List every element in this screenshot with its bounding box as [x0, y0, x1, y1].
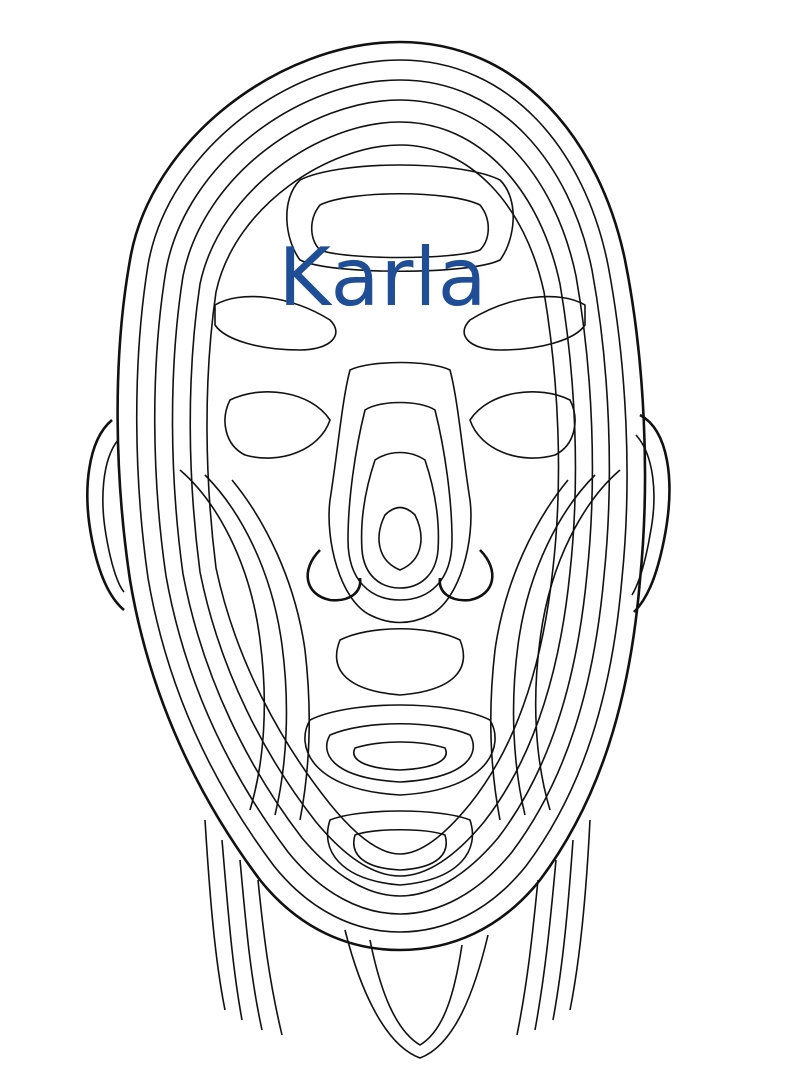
head-outline: [118, 42, 645, 950]
nose-ring: [362, 453, 439, 589]
right-eye-socket: [470, 392, 575, 458]
cheek-contours: [180, 470, 620, 820]
neck-line: [258, 880, 282, 1035]
left-ear-inner: [103, 440, 124, 592]
chin-ring: [354, 830, 446, 870]
name-label: Karla: [278, 231, 488, 324]
neck-contours: [205, 820, 590, 1058]
chin-ring: [328, 811, 473, 885]
right-ear-inner: [632, 435, 654, 595]
chin-underside: [370, 940, 462, 1045]
left-cheek-line: [180, 470, 264, 810]
neck-line: [222, 840, 242, 1020]
nose-tip: [379, 508, 421, 571]
left-eye-socket: [225, 392, 330, 458]
left-cheek-line: [232, 480, 309, 820]
upper-lip-ring: [337, 629, 464, 695]
nose-contours: [308, 363, 493, 623]
head-ring: [137, 60, 627, 932]
left-cheek-line: [205, 475, 286, 815]
mouth-ring: [327, 724, 474, 782]
mouth-center: [354, 742, 446, 770]
head-ring: [172, 100, 592, 896]
mouth-contours: [305, 629, 495, 885]
head-contours: [118, 42, 645, 950]
